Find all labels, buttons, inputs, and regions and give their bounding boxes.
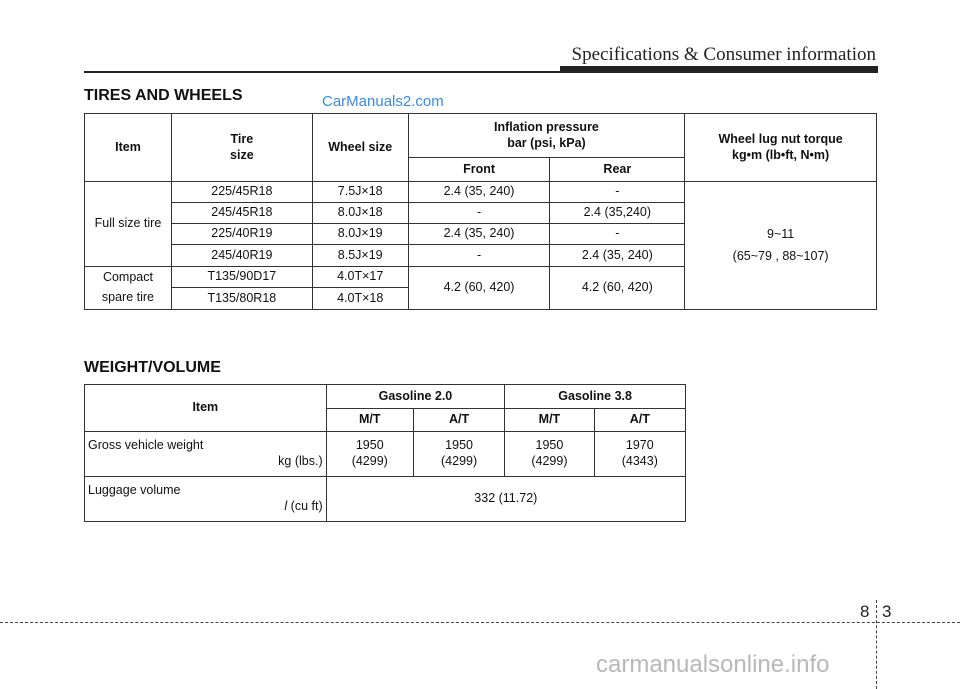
watermark-link[interactable]: CarManuals2.com	[322, 93, 444, 110]
header-mt: M/T	[326, 409, 413, 432]
page-header-title: Specifications & Consumer information	[571, 44, 876, 65]
header-mt: M/T	[505, 409, 594, 432]
footer-dashed-rule	[0, 622, 960, 623]
header-rear: Rear	[550, 158, 685, 182]
gross-weight-cell: 1950 (4299)	[505, 432, 594, 477]
header-at: A/T	[594, 409, 685, 432]
tire-size-cell: 225/45R18	[171, 182, 312, 203]
compact-spare-label: Compact spare tire	[85, 267, 172, 310]
rear-pressure-cell: 2.4 (35,240)	[550, 203, 685, 224]
rear-pressure-cell: 2.4 (35, 240)	[550, 245, 685, 267]
footer-watermark: carmanualsonline.info	[596, 651, 830, 678]
tire-size-cell: T135/90D17	[171, 267, 312, 288]
weight-volume-table	[84, 384, 686, 522]
gross-weight-cell: 1950 (4299)	[413, 432, 504, 477]
header-front: Front	[408, 158, 550, 182]
header-gasoline-2-0: Gasoline 2.0	[326, 385, 505, 409]
header-gasoline-3-8: Gasoline 3.8	[505, 385, 686, 409]
table-row	[85, 432, 686, 477]
compact-front-pressure: 4.2 (60, 420)	[408, 267, 550, 310]
front-pressure-cell: -	[408, 203, 550, 224]
tire-size-cell: 225/40R19	[171, 224, 312, 245]
wheel-size-cell: 4.0T×18	[312, 288, 408, 310]
torque-cell: 9~11 (65~79 , 88~107)	[685, 182, 877, 310]
header-at: A/T	[413, 409, 504, 432]
table-row	[85, 182, 877, 203]
table-row	[85, 477, 686, 522]
header-rule-bar	[560, 66, 878, 73]
tire-size-cell: 245/45R18	[171, 203, 312, 224]
full-size-tire-label: Full size tire	[85, 182, 172, 267]
weight-section-title: WEIGHT/VOLUME	[84, 359, 221, 376]
header-item: Item	[85, 385, 327, 432]
header-item: Item	[85, 114, 172, 182]
footer-dashed-divider	[876, 600, 877, 689]
header-tire-size: Tire size	[171, 114, 312, 182]
tire-size-cell: T135/80R18	[171, 288, 312, 310]
gross-weight-cell: 1950 (4299)	[326, 432, 413, 477]
front-pressure-cell: -	[408, 245, 550, 267]
luggage-volume-value: 332 (11.72)	[326, 477, 685, 522]
page-chapter-number: 8	[860, 602, 870, 621]
wheel-size-cell: 8.0J×19	[312, 224, 408, 245]
header-wheel-size: Wheel size	[312, 114, 408, 182]
wheel-size-cell: 4.0T×17	[312, 267, 408, 288]
page-number: 3	[882, 602, 892, 621]
header-inflation-pressure: Inflation pressure bar (psi, kPa)	[408, 114, 685, 158]
tires-section-title: TIRES AND WHEELS	[84, 87, 243, 104]
rear-pressure-cell: -	[550, 224, 685, 245]
compact-rear-pressure: 4.2 (60, 420)	[550, 267, 685, 310]
wheel-size-cell: 8.0J×18	[312, 203, 408, 224]
tire-size-cell: 245/40R19	[171, 245, 312, 267]
gross-weight-label: Gross vehicle weight kg (lbs.)	[85, 432, 327, 477]
tires-wheels-table	[84, 113, 877, 310]
front-pressure-cell: 2.4 (35, 240)	[408, 224, 550, 245]
header-lug-nut-torque: Wheel lug nut torque kg•m (lb•ft, N•m)	[685, 114, 877, 182]
gross-weight-cell: 1970 (4343)	[594, 432, 685, 477]
wheel-size-cell: 8.5J×19	[312, 245, 408, 267]
front-pressure-cell: 2.4 (35, 240)	[408, 182, 550, 203]
wheel-size-cell: 7.5J×18	[312, 182, 408, 203]
header-rule	[84, 71, 564, 73]
luggage-volume-label: Luggage volume l (cu ft)	[85, 477, 327, 522]
rear-pressure-cell: -	[550, 182, 685, 203]
